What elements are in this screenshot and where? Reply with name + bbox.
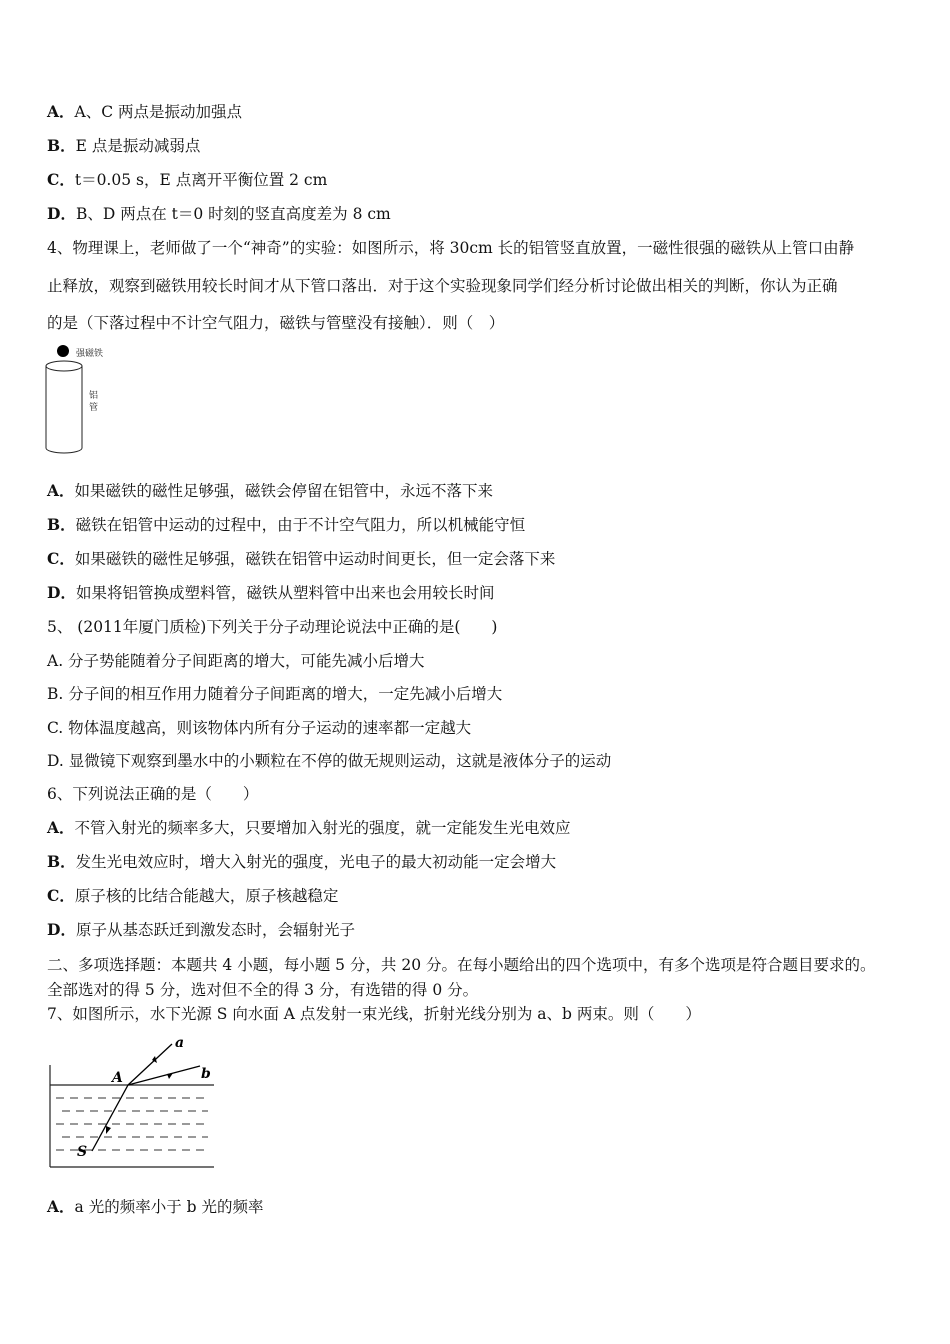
option-letter: A． [47, 1197, 75, 1216]
tube-label-1: 铝 [89, 391, 99, 401]
q5-option-c: C. 物体温度越高，则该物体内所有分子运动的速率都一定越大 [47, 719, 472, 737]
option-letter: D． [47, 583, 76, 602]
q6-option-b [47, 852, 556, 872]
option-text: 原子核的比结合能越大，原子核越稳定 [74, 887, 339, 905]
tube-label-2: 管 [89, 403, 99, 413]
option-letter: C． [47, 886, 75, 905]
option-text: 发生光电效应时，增大入射光的强度，光电子的最大初动能一定会增大 [75, 853, 557, 871]
label-A: A [112, 1070, 123, 1086]
q4-stem-line2: 止释放，观察到磁铁用较长时间才从下管口落出．对于这个实验现象同学们经分析讨论做出相关的判断，你认为正确 [47, 277, 838, 295]
section2-heading-line2: 全部选对的得 5 分，选对但不全的得 3 分，有选错的得 0 分。 [47, 981, 479, 999]
q6-stem: 6、下列说法正确的是（ ） [47, 785, 259, 803]
q5-option-a: A. 分子势能随着分子间距离的增大，可能先减小后增大 [47, 652, 425, 670]
option-text: 如果磁铁的磁性足够强，磁铁在铝管中运动时间更长，但一定会落下来 [74, 550, 556, 568]
option-text: 如果磁铁的磁性足够强，磁铁会停留在铝管中，永远不落下来 [74, 482, 494, 500]
option-letter: C． [47, 170, 75, 189]
q4-option-b [47, 515, 525, 535]
magnet-label: 强磁铁 [76, 349, 104, 359]
q3-option-c [47, 170, 327, 190]
q4-option-d [47, 583, 494, 603]
option-text: 磁铁在铝管中运动的过程中，由于不计空气阻力，所以机械能守恒 [75, 516, 526, 534]
option-letter: D． [47, 920, 76, 939]
q3-option-d [47, 204, 391, 224]
q4-option-a [47, 481, 493, 501]
q6-option-c [47, 886, 338, 906]
q6-option-d [47, 920, 355, 940]
q7-option-a [47, 1197, 263, 1217]
q3-option-a [47, 102, 242, 122]
section2-heading-line1: 二、多项选择题：本题共 4 小题，每小题 5 分，共 20 分。在每小题给出的四个选项中，有多个选项是符合题目要求的。 [47, 956, 876, 974]
option-letter: D． [47, 204, 76, 223]
option-text: 原子从基态跃迁到激发态时，会辐射光子 [75, 921, 355, 939]
option-text: 不管入射光的频率多大，只要增加入射光的强度，就一定能发生光电效应 [74, 819, 571, 837]
q5-option-d: D. 显微镜下观察到墨水中的小颗粒在不停的做无规则运动，这就是液体分子的运动 [47, 752, 612, 770]
magnet-ball [57, 345, 69, 357]
option-letter: C． [47, 549, 75, 568]
option-letter: A． [47, 102, 75, 121]
q3-option-b [47, 136, 200, 156]
q5-option-b: B. 分子间的相互作用力随着分子间距离的增大，一定先减小后增大 [47, 685, 503, 703]
option-letter: B． [47, 515, 76, 534]
option-text: a 光的频率小于 b 光的频率 [74, 1198, 264, 1216]
q4-stem-line3: 的是（下落过程中不计空气阻力，磁铁与管壁没有接触）．则（ ） [47, 314, 505, 332]
option-letter: B． [47, 852, 76, 871]
incident-ray [92, 1085, 128, 1151]
q4-figure-magnet-tube [40, 340, 130, 460]
q4-stem-line1: 4、物理课上，老师做了一个“神奇”的实验：如图所示，将 30cm 长的铝管竖直放置，一磁性很强的磁铁从上管口由静 [47, 239, 855, 257]
tube-bottom [46, 448, 82, 453]
label-a: a [175, 1035, 185, 1051]
tube-top [46, 361, 82, 371]
option-letter: A． [47, 818, 75, 837]
q4-option-c [47, 549, 555, 569]
option-text: B、D 两点在 t＝0 时刻的竖直高度差为 8 cm [75, 205, 391, 223]
option-letter: B． [47, 136, 76, 155]
option-text: t＝0.05 s，E 点离开平衡位置 2 cm [74, 171, 328, 189]
option-letter: A． [47, 481, 75, 500]
q5-stem: 5、 (2011年厦门质检)下列关于分子动理论说法中正确的是( ) [47, 618, 498, 636]
q7-figure-refraction [40, 1030, 230, 1175]
q7-stem: 7、如图所示，水下光源 S 向水面 A 点发射一束光线，折射光线分别为 a、b 两束。则（ ） [47, 1005, 701, 1023]
option-text: 如果将铝管换成塑料管，磁铁从塑料管中出来也会用较长时间 [75, 584, 495, 602]
option-text: A、C 两点是振动加强点 [74, 103, 243, 121]
label-b: b [201, 1066, 211, 1082]
option-text: E 点是振动减弱点 [75, 137, 201, 155]
q6-option-a [47, 818, 571, 838]
label-S: S [77, 1144, 88, 1160]
